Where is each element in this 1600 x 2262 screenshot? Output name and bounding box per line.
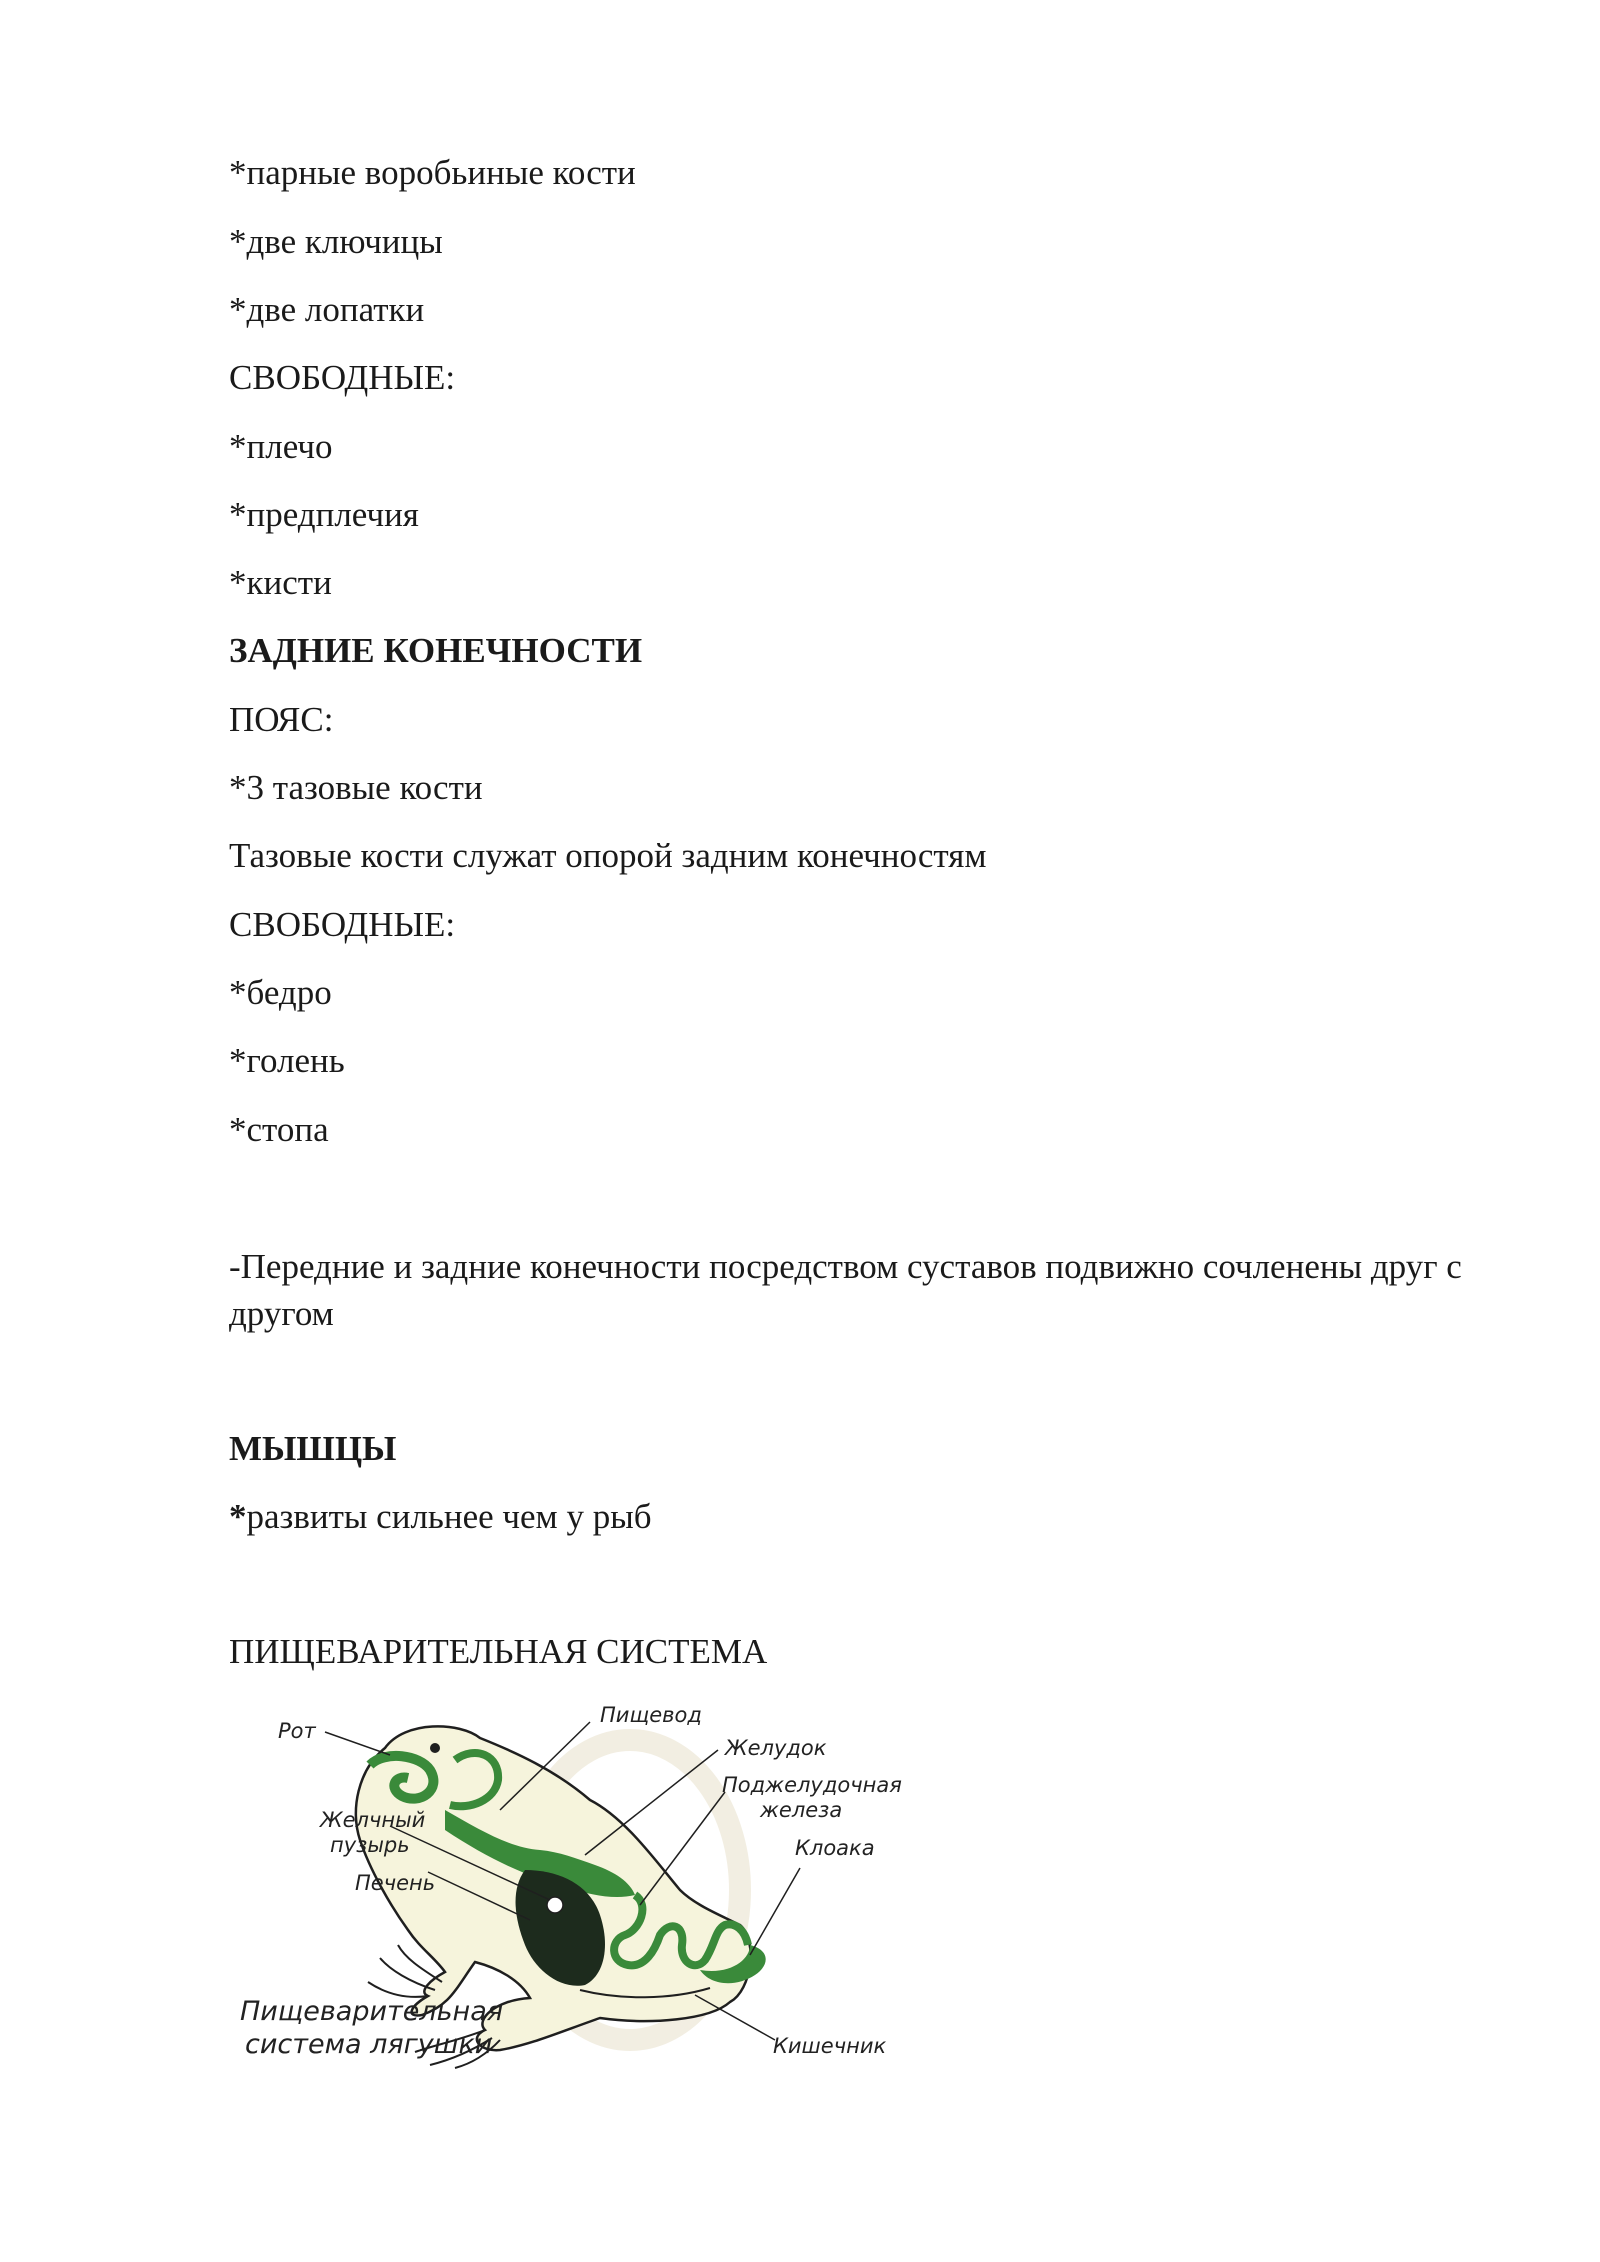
label-mouth: Рот	[278, 1719, 316, 1743]
figure-caption-line1: Пищеварительная	[240, 1996, 503, 2027]
leader-pancreas	[640, 1792, 725, 1905]
label-cloaca: Клоака	[795, 1836, 875, 1860]
paragraph-joints: -Передние и задние конечности посредством суставов подвижно сочленены друг с другом	[229, 1247, 1462, 1333]
section-label-free-fore: СВОБОДНЫЕ:	[229, 358, 456, 397]
list-item-foot: *стопа	[229, 1110, 329, 1149]
list-item-paired-bones: *парные воробьиные кости	[229, 153, 636, 192]
frog-digestive-diagram	[230, 1700, 910, 2070]
list-item-scapulae: *две лопатки	[229, 290, 425, 329]
section-label-free-hind: СВОБОДНЫЕ:	[229, 905, 456, 944]
heading-digestive-system: ПИЩЕВАРИТЕЛЬНАЯ СИСТЕМА	[229, 1632, 768, 1671]
list-item-pelvic-bones: *3 тазовые кости	[229, 768, 483, 807]
list-item-hands: *кисти	[229, 563, 332, 602]
list-item-clavicles: *две ключицы	[229, 222, 443, 261]
list-item-thigh: *бедро	[229, 973, 332, 1012]
heading-hind-limbs: ЗАДНИЕ КОНЕЧНОСТИ	[229, 631, 643, 670]
bullet-marker: *	[229, 1497, 247, 1536]
figure-caption-line2: система лягушки	[245, 2029, 493, 2060]
leader-mouth	[325, 1732, 390, 1755]
list-item-shoulder: *плечо	[229, 427, 333, 466]
section-label-girdle: ПОЯС:	[229, 700, 334, 739]
leader-intestine	[695, 1995, 775, 2040]
heading-muscles: МЫШЦЫ	[229, 1429, 397, 1468]
list-item-muscles	[229, 1495, 652, 1539]
list-item-forearm: *предплечия	[229, 495, 419, 534]
label-pancreas-line2: железа	[760, 1798, 843, 1822]
list-item-shin: *голень	[229, 1041, 345, 1080]
leader-cloaca	[750, 1868, 800, 1955]
label-pancreas-line1: Поджелудочная	[722, 1773, 902, 1797]
frog-eye	[430, 1743, 440, 1753]
label-intestine: Кишечник	[773, 2034, 887, 2058]
label-gallbladder-line1: Желчный	[320, 1808, 426, 1832]
label-stomach: Желудок	[725, 1736, 827, 1760]
muscles-text: развиты сильнее чем у рыб	[246, 1497, 652, 1536]
label-liver: Печень	[355, 1871, 436, 1895]
leader-stomach	[585, 1750, 718, 1855]
sentence-pelvic-support: Тазовые кости служат опорой задним конечностям	[229, 836, 987, 875]
label-esophagus: Пищевод	[600, 1703, 702, 1727]
label-gallbladder-line2: пузырь	[330, 1833, 410, 1857]
